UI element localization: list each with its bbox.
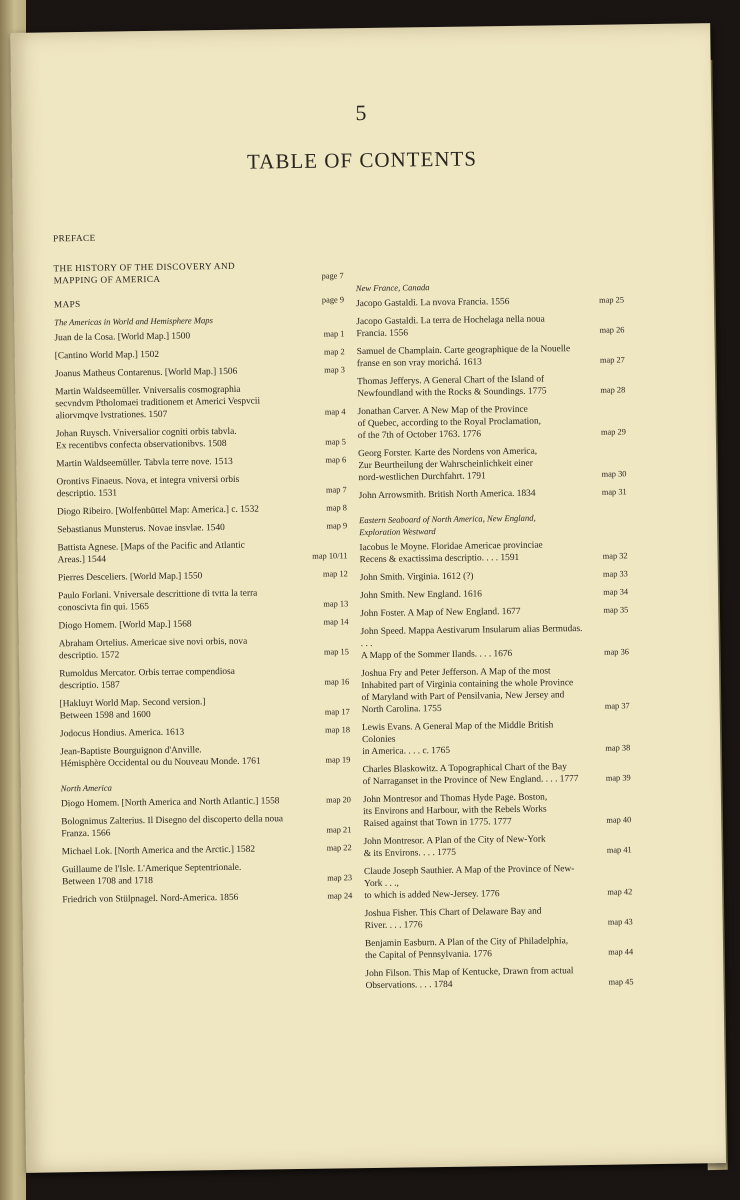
- book-page: [10, 23, 726, 1173]
- toc-entry: [58, 568, 348, 584]
- toc-entry-map-ref: map 1: [323, 329, 345, 339]
- toc-entry-map-ref: map 20: [326, 795, 352, 805]
- toc-entry: [357, 342, 625, 370]
- toc-entry: [55, 364, 345, 380]
- toc-entry-title: Martin Waldseemüller. Vniversalis cosmographia secvndvm Ptholomaei traditionem et Americi Vespvcii aliorvmqve lvstrationes. 1507: [55, 384, 261, 422]
- toc-entry-title: John Montresor. A Plan of the City of New-York & its Environs. . . . 1775: [363, 834, 546, 860]
- toc-entry-map-ref: map 25: [599, 295, 625, 305]
- toc-entry: [365, 964, 633, 992]
- new-france-list: [356, 294, 627, 502]
- toc-entry-title: Benjamin Easburn. A Plan of the City of Philadelphia, the Capital of Pennsylvania. 1776: [364, 936, 569, 962]
- toc-entry-title: [Hakluyt World Map. Second version.] Between 1598 and 1600: [59, 697, 206, 722]
- toc-entry-map-ref: map 4: [324, 407, 346, 417]
- toc-entry-title: Orontivs Finaeus. Nova, et integra vniversi orbis descriptio. 1531: [56, 474, 240, 500]
- toc-entry-title: Juan de la Cosa. [World Map.] 1500: [54, 331, 191, 344]
- eastern-list: [359, 538, 633, 992]
- toc-entry-title: Jodocus Hondius. America. 1613: [59, 727, 185, 740]
- toc-entry: [356, 294, 624, 310]
- toc-entry-title: Lewis Evans. A General Map of the Middle British Colonies in America. . . . c. 1765: [361, 720, 554, 758]
- toc-entry: [364, 862, 632, 902]
- toc-entry: [357, 372, 625, 400]
- toc-entry: [360, 568, 628, 584]
- toc-entry-map-ref: map 45: [608, 977, 634, 987]
- toc-entry: [359, 486, 627, 502]
- toc-entry-map-ref: map 8: [326, 503, 347, 513]
- toc-entry-map-ref: map 18: [325, 725, 351, 735]
- toc-entry-map-ref: map 15: [323, 647, 349, 657]
- toc-entry-title: Diogo Homem. [World Map.] 1568: [58, 619, 192, 632]
- north-america-list: [61, 794, 352, 906]
- toc-entry: [356, 312, 624, 340]
- toc-entry: [361, 622, 629, 662]
- toc-entry: [60, 724, 350, 740]
- toc-entry-map-ref: map 36: [603, 647, 629, 657]
- toc-entry-title: Samuel de Champlain. Carte geographique de la Nouelle franse en son vray morichá. 1613: [356, 344, 571, 370]
- toc-entry-title: John Smith. Virginia. 1612 (?): [359, 571, 474, 584]
- toc-entry-map-ref: map 5: [325, 437, 347, 447]
- toc-entry-title: [Cantino World Map.] 1502: [54, 349, 160, 362]
- history-page-ref: page 7: [321, 271, 344, 281]
- toc-entry-map-ref: map 16: [324, 677, 350, 687]
- toc-entry: [62, 842, 352, 858]
- new-france-subheading: New France, Canada: [355, 282, 430, 294]
- toc-entry-map-ref: map 17: [324, 707, 350, 717]
- toc-entry: [358, 444, 626, 484]
- toc-entry-title: John Arrowsmith. British North America. 1834: [358, 488, 536, 502]
- history-entry: [53, 258, 343, 286]
- toc-entry-map-ref: map 21: [326, 825, 352, 835]
- toc-entry: [55, 346, 345, 362]
- toc-entry-map-ref: map 40: [606, 815, 632, 825]
- toc-entry-map-ref: map 37: [604, 701, 630, 711]
- toc-entry-map-ref: map 26: [599, 325, 625, 335]
- toc-entry: [365, 934, 633, 962]
- toc-entry: [364, 904, 632, 932]
- toc-entry-title: Abraham Ortelius. Americae sive novi orbis, nova descriptio. 1572: [58, 636, 248, 662]
- right-column: [356, 278, 634, 998]
- toc-entry-title: John Montresor and Thomas Hyde Page. Boston, its Environs and Harbour, with the Rebels Works Raised against that Town in 1775. 1777: [362, 792, 548, 830]
- toc-entry-title: Battista Agnese. [Maps of the Pacific and Atlantic Areas.] 1544: [57, 540, 245, 566]
- eastern-subheading: Eastern Seaboard of North America, New England, Exploration Westward: [358, 512, 536, 538]
- toc-entry: [54, 328, 344, 344]
- toc-entry-map-ref: map 41: [606, 845, 632, 855]
- toc-entry: [359, 538, 627, 566]
- toc-entry-title: Bolognimus Zalterius. Il Disegno del discoperto della noua Franza. 1566: [61, 814, 284, 840]
- toc-entry-map-ref: map 43: [607, 917, 633, 927]
- toc-entry: [361, 664, 630, 716]
- toc-entry: [58, 586, 348, 614]
- toc-entry-title: Guillaume de l'Isle. L'Amerique Septentrionale. Between 1708 and 1718: [61, 862, 242, 888]
- page-number: 5: [355, 99, 368, 126]
- toc-entry-map-ref: map 6: [325, 455, 347, 465]
- toc-entry-title: Diogo Homem. [North America and North Atlantic.] 1558: [60, 796, 280, 810]
- toc-entry: [57, 520, 347, 536]
- toc-entry: [357, 402, 625, 442]
- toc-entry-map-ref: map 3: [324, 365, 346, 375]
- toc-entry-map-ref: map 42: [607, 887, 633, 897]
- toc-entry-map-ref: map 39: [605, 773, 631, 783]
- toc-entry: [59, 664, 349, 692]
- toc-entry-title: Claude Joseph Sauthier. A Map of the Province of New-York . . ., to which is added New-Jersey. 1776: [363, 864, 575, 902]
- toc-entry-title: Diogo Ribeiro. [Wolfenbüttel Map: America.] c. 1532: [56, 504, 260, 518]
- preface-heading: PREFACE: [53, 232, 96, 244]
- toc-entry: [57, 538, 347, 566]
- page-title: TABLE OF CONTENTS: [246, 146, 478, 174]
- toc-entry-map-ref: map 10/11: [312, 551, 348, 561]
- toc-entry-title: Thomas Jefferys. A General Chart of the Island of Newfoundland with the Rocks & Soundings. 1775: [357, 374, 547, 400]
- toc-entry: [363, 832, 631, 860]
- toc-entry-map-ref: map 9: [326, 521, 348, 531]
- left-column: [53, 228, 352, 912]
- toc-entry-title: Rumoldus Mercator. Orbis terrae compendiosa descriptio. 1587: [59, 666, 235, 692]
- toc-entry-title: Jean-Baptiste Bourguignon d'Anville. Hémisphère Occidental ou du Nouveau Monde. 1761: [60, 745, 261, 770]
- toc-entry: [360, 586, 628, 602]
- americas-list: [54, 328, 350, 770]
- toc-entry-title: Joanus Matheus Contarenus. [World Map.] 1506: [54, 366, 238, 380]
- toc-entry: [62, 890, 352, 906]
- toc-entry: [60, 742, 350, 770]
- toc-entry-map-ref: map 19: [325, 755, 351, 765]
- toc-entry: [57, 502, 347, 518]
- toc-entry: [56, 424, 346, 452]
- toc-entry: [61, 812, 351, 840]
- toc-entry: [61, 794, 351, 810]
- toc-entry-title: Charles Blaskowitz. A Topographical Chart of the Bay of Narraganset in the Province of New England. . . . 1777: [362, 762, 579, 788]
- toc-entry-title: Jonathan Carver. A New Map of the Province of Quebec, according to the Royal Proclamation, of the 7th of October 1763. 1776: [357, 404, 542, 442]
- toc-entry-title: Joshua Fry and Peter Jefferson. A Map of the most Inhabited part of Virginia containing the whole Province of Maryland with Part of Pensilvania, New Jersey and North Carolina. 1755: [361, 666, 574, 716]
- toc-entry: [59, 634, 349, 662]
- toc-entry: [62, 860, 352, 888]
- toc-entry: [362, 760, 630, 788]
- toc-entry-map-ref: map 12: [322, 569, 348, 579]
- toc-entry-title: Jacopo Gastaldi. La terra de Hochelaga nella noua Francia. 1556: [356, 314, 545, 340]
- toc-entry-map-ref: map 14: [323, 617, 349, 627]
- toc-entry-map-ref: map 30: [601, 469, 627, 479]
- maps-page-ref: page 9: [321, 295, 345, 305]
- toc-entry-map-ref: map 44: [608, 947, 634, 957]
- toc-entry: [363, 790, 631, 830]
- toc-entry-map-ref: map 34: [603, 587, 629, 597]
- history-title: THE HISTORY OF THE DISCOVERY AND MAPPING OF AMERICA: [53, 260, 236, 286]
- toc-entry-title: Georg Forster. Karte des Nordens von America, Zur Beurtheilung der Wahrscheinlichkeit einer nord-westlichen Durchfahrt. 1791: [358, 446, 538, 484]
- toc-entry-title: Friedrich von Stülpnagel. Nord-America. 1856: [62, 892, 239, 906]
- toc-entry-title: John Foster. A Map of New England. 1677: [360, 606, 521, 620]
- toc-entry: [360, 604, 628, 620]
- maps-title: MAPS: [53, 298, 81, 310]
- toc-entry-map-ref: map 38: [605, 743, 631, 753]
- toc-entry-map-ref: map 7: [325, 485, 347, 495]
- toc-entry: [60, 694, 350, 722]
- toc-entry-map-ref: map 32: [602, 551, 628, 561]
- toc-entry: [55, 382, 345, 422]
- toc-entry-title: Michael Lok. [North America and the Arctic.] 1582: [61, 844, 256, 858]
- toc-entry-title: Pierres Desceliers. [World Map.] 1550: [57, 571, 203, 584]
- toc-entry-map-ref: map 13: [323, 599, 349, 609]
- toc-entry-map-ref: map 28: [600, 385, 626, 395]
- americas-subheading: The Americas in World and Hemisphere Maps: [54, 315, 213, 328]
- toc-entry-map-ref: map 23: [327, 873, 353, 883]
- toc-entry-title: Iacobus le Moyne. Floridae Americae provinciae Recens & exactissima descriptio. . . . 1591: [359, 540, 543, 566]
- toc-entry-title: Joshua Fisher. This Chart of Delaware Bay and River. . . . 1776: [364, 906, 542, 932]
- toc-entry-title: Johan Ruysch. Vniversalior cogniti orbis tabvla. Ex recentibvs confecta observationibvs. 1508: [55, 426, 237, 452]
- toc-entry-title: Paulo Forlani. Vniversale descrittione di tvtta la terra conoscivta fin qui. 1565: [58, 588, 258, 614]
- toc-entry-map-ref: map 24: [327, 891, 353, 901]
- north-america-subheading: North America: [60, 782, 113, 794]
- toc-entry-title: John Speed. Mappa Aestivarum Insularum alias Bermudas. . . . A Mapp of the Sommer Ilands. . . . 1676: [360, 624, 583, 662]
- toc-entry-map-ref: map 33: [602, 569, 628, 579]
- toc-entry: [362, 718, 630, 758]
- toc-entry: [56, 454, 346, 470]
- toc-entry-title: Sebastianus Munsterus. Novae insvlae. 1540: [57, 522, 225, 536]
- toc-entry-title: Martin Waldseemüller. Tabvla terre nove. 1513: [56, 456, 233, 470]
- toc-entry-map-ref: map 35: [603, 605, 629, 615]
- toc-entry-map-ref: map 31: [601, 487, 627, 497]
- toc-entry: [58, 616, 348, 632]
- toc-entry-map-ref: map 27: [599, 355, 625, 365]
- toc-entry-title: John Smith. New England. 1616: [360, 589, 483, 602]
- toc-entry-map-ref: map 2: [323, 347, 345, 357]
- toc-entry-map-ref: map 22: [326, 843, 352, 853]
- toc-entry: [56, 472, 346, 500]
- toc-entry-title: John Filson. This Map of Kentucke, Drawn from actual Observations. . . . 1784: [365, 966, 574, 992]
- toc-entry-map-ref: map 29: [600, 427, 626, 437]
- toc-entry-title: Jacopo Gastaldi. La nvova Francia. 1556: [355, 296, 510, 310]
